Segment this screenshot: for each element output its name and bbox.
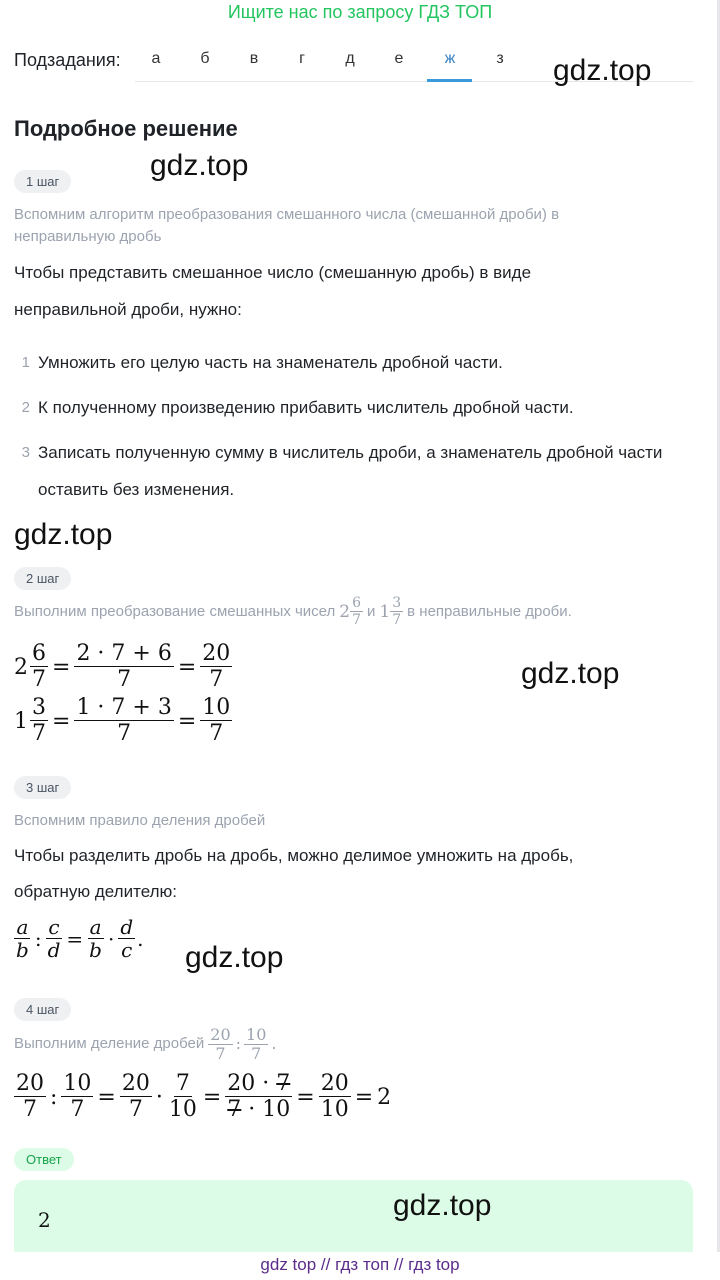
list-text: Умножить его целую часть на знаменатель дробной части. <box>38 353 503 372</box>
tab-e[interactable]: е <box>394 50 404 67</box>
list-number: 3 <box>21 444 30 461</box>
tab-z[interactable]: з <box>496 50 504 67</box>
step-hint: Вспомним правило деления дробей <box>14 812 266 829</box>
mixed-number-26-7: 2 $\frac{6}{7}$ <box>339 595 362 629</box>
mixed-number-13-7: 1 $\frac{3}{7}$ <box>379 595 402 629</box>
solution-heading: Подробное решение <box>14 116 238 141</box>
list-item <box>20 389 700 434</box>
footer-links[interactable]: gdz top // гдз топ // гдз top <box>0 1252 720 1280</box>
answer-box <box>14 1180 693 1260</box>
division-calculation: $\frac{20}{7}$ : $\frac{10}{7}$ = $\frac{20}{7}$ · $\frac{7}{10}$ = $\frac{20 \cdot 7}{7 \cdot 10}$ = $\frac{20}{10}$ = 2 <box>16 1071 392 1123</box>
hint-text: Выполним деление дробей <box>14 1035 205 1053</box>
subtasks-label: Подзадания: <box>14 50 121 70</box>
list-item <box>20 344 700 389</box>
search-banner: Ищите нас по запросу ГДЗ ТОП <box>227 2 493 22</box>
hint-and: и <box>367 603 376 621</box>
step-text: Чтобы разделить дробь на дробь, можно делимое умножить на дробь, обратную делителю: <box>14 846 574 901</box>
answer-badge: Ответ <box>14 1148 74 1171</box>
list-text: К полученному произведению прибавить числитель дробной части. <box>38 398 574 417</box>
equation-mixed-2: 1 $\frac{3}{7}$ = $\frac{1 \cdot 7 + 3}{7}$ = $\frac{10}{7}$ <box>14 695 231 747</box>
equation-mixed-1: 2 $\frac{6}{7}$ = $\frac{2 \cdot 7 + 6}{7}$ = $\frac{20}{7}$ <box>14 641 231 693</box>
tab-v[interactable]: в <box>249 50 259 67</box>
tab-b[interactable]: б <box>200 50 210 67</box>
watermark: gdz.top <box>150 149 249 182</box>
tab-zh[interactable]: ж <box>444 50 456 67</box>
step-hint <box>14 1026 276 1063</box>
step-hint: Вспомним алгоритм преобразования смешанного числа (смешанной дроби) в неправильную дробь <box>14 206 560 245</box>
watermark: gdz.top <box>185 941 284 974</box>
algorithm-list <box>20 344 700 508</box>
step-badge: 4 шаг <box>14 998 71 1021</box>
active-tab-indicator <box>427 79 472 82</box>
answer-value: 2 <box>38 1208 51 1232</box>
list-text: Записать полученную сумму в числитель дроби, а знаменатель дробной части оставить без изменения. <box>38 443 663 499</box>
watermark: gdz.top <box>393 1189 492 1222</box>
division-rule-formula: $\frac{a}{b}$ : $\frac{c}{d}$ = $\frac{a}{b}$ · $\frac{d}{c}$ . <box>16 915 144 962</box>
tab-g[interactable]: г <box>299 50 305 67</box>
step-text: Чтобы представить смешанное число (смешанную дробь) в виде неправильной дроби, нужно: <box>14 263 532 319</box>
list-number: 1 <box>21 354 30 371</box>
list-item <box>20 434 700 508</box>
hint-text: Выполним преобразование смешанных чисел <box>14 603 336 621</box>
watermark: gdz.top <box>14 518 113 551</box>
watermark: gdz.top <box>521 657 620 690</box>
watermark: gdz.top <box>553 54 652 87</box>
step-badge: 3 шаг <box>14 776 71 799</box>
division-expression: $\frac{20}{7}$ : $\frac{10}{7}$ . <box>210 1025 277 1063</box>
step-badge: 1 шаг <box>14 170 71 193</box>
step-badge: 2 шаг <box>14 567 71 590</box>
tab-a[interactable]: а <box>151 50 161 67</box>
tab-d[interactable]: д <box>345 50 355 67</box>
list-number: 2 <box>21 399 30 416</box>
step-hint <box>14 596 572 628</box>
hint-text: в неправильные дроби. <box>407 603 572 621</box>
